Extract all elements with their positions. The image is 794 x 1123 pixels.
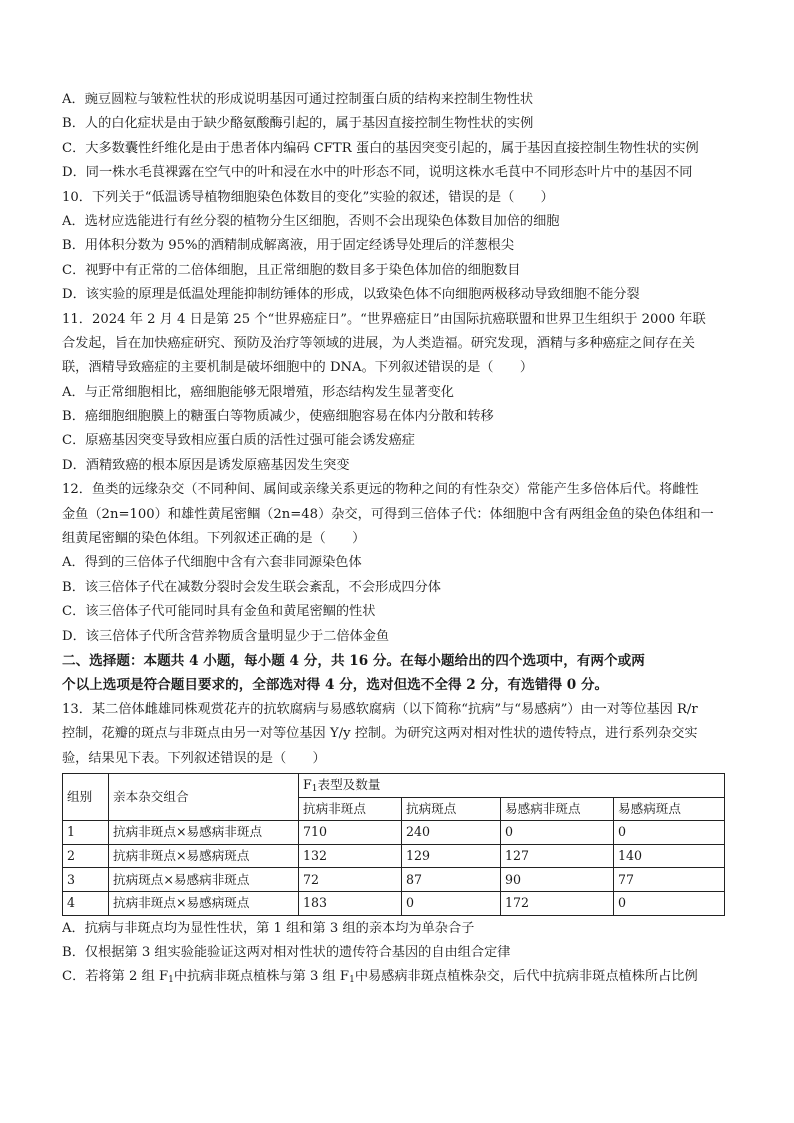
table-row (63, 821, 725, 845)
subheader-cell: 易感病斑点 (614, 797, 725, 821)
value-cell: 0 (614, 821, 725, 845)
table-row (63, 844, 725, 868)
q12-option-b: B．该三倍体子代在减数分裂时会发生联会紊乱，不会形成四分体 (62, 579, 441, 595)
group-cell: 4 (63, 891, 109, 915)
value-cell: 72 (299, 868, 402, 892)
q11-option-d: D．酒精致癌的根本原因是诱发原癌基因发生突变 (62, 457, 350, 473)
q11-stem-line-1: 11．2024 年 2 月 4 日是第 25 个“世界癌症日”。“世界癌症日”由国际抗癌联盟和世界卫生组织于 2000 年联 (62, 311, 706, 327)
q13-stem-line-3: 验，结果见下表。下列叙述错误的是（ ） (62, 750, 326, 766)
value-cell: 0 (402, 891, 501, 915)
page-content (62, 88, 732, 990)
q11-stem-line-3: 联，酒精导致癌症的主要机制是破坏细胞中的 DNA。下列叙述错误的是（ ） (62, 360, 534, 376)
value-cell: 183 (299, 891, 402, 915)
table-header-row (63, 773, 725, 797)
value-cell: 140 (614, 844, 725, 868)
value-cell: 0 (614, 891, 725, 915)
cross-cell: 抗病斑点×易感病非斑点 (109, 868, 299, 892)
q9-option-d: D．同一株水毛茛裸露在空气中的叶和浸在水中的叶形态不同，说明这株水毛茛中不同形态叶片中的基因不同 (62, 165, 693, 181)
value-cell: 710 (299, 821, 402, 845)
subheader-cell: 抗病斑点 (402, 797, 501, 821)
cross-cell: 抗病非斑点×易感病斑点 (109, 844, 299, 868)
group-cell: 3 (63, 868, 109, 892)
cross-cell: 抗病非斑点×易感病斑点 (109, 891, 299, 915)
q13-option-c: C．若将第 2 组 $F_1$中抗病非斑点植株与第 3 组 $F_1$中易感病非斑点植株杂交，后代中抗病非斑点植株所占比例 (62, 969, 698, 986)
q13-option-b: B．仅根据第 3 组实验能验证这两对相对性状的遗传符合基因的自由组合定律 (62, 944, 511, 960)
q10-option-c: C．视野中有正常的二倍体细胞，且正常细胞的数目多于染色体加倍的细胞数目 (62, 262, 521, 278)
section-2-heading-line-2: 个以上选项是符合题目要求的，全部选对得 4 分，选对但选不全得 2 分，有选错得 0 分。 (62, 677, 609, 694)
cross-cell: 抗病非斑点×易感病非斑点 (109, 821, 299, 845)
section-2-heading-line-1: 二、选择题：本题共 4 小题，每小题 4 分，共 16 分。在每小题给出的四个选项中，有两个或两 (62, 652, 645, 669)
q10-option-a: A．选材应选能进行有丝分裂的植物分生区细胞，否则不会出现染色体数目加倍的细胞 (62, 213, 560, 229)
q9-option-c: C．大多数囊性纤维化是由于患者体内编码 CFTR 蛋白的基因突变引起的，属于基因直接控制生物性状的实例 (62, 140, 699, 156)
subheader-cell: 易感病非斑点 (501, 797, 614, 821)
subheader-cell: 抗病非斑点 (299, 797, 402, 821)
q9-option-b: B．人的白化症状是由于缺少酪氨酸酶引起的，属于基因直接控制生物性状的实例 (62, 116, 534, 132)
q12-option-a: A．得到的三倍体子代细胞中含有六套非同源染色体 (62, 555, 362, 571)
value-cell: 240 (402, 821, 501, 845)
q10-option-b: B．用体积分数为 95%的酒精制成解离液，用于固定经诱导处理后的洋葱根尖 (62, 238, 515, 254)
q11-option-c: C．原癌基因突变导致相应蛋白质的活性过强可能会诱发癌症 (62, 433, 415, 449)
q11-option-a: A．与正常细胞相比，癌细胞能够无限增殖，形态结构发生显著变化 (62, 384, 454, 400)
value-cell: 172 (501, 891, 614, 915)
q12-option-d: D．该三倍体子代所含营养物质含量明显少于二倍体金鱼 (62, 628, 390, 644)
value-cell: 129 (402, 844, 501, 868)
header-group: 组别 (63, 773, 109, 820)
q12-stem-line-2: 金鱼（2n=100）和雄性黄尾密鲴（2n=48）杂交，可得到三倍体子代：体细胞中含有两组金鱼的染色体组和一 (62, 506, 714, 522)
q9-option-a: A．豌豆圆粒与皱粒性状的形成说明基因可通过控制蛋白质的结构来控制生物性状 (62, 92, 534, 107)
group-cell: 1 (63, 821, 109, 845)
q10-option-d: D．该实验的原理是低温处理能抑制纺锤体的形成，以致染色体不向细胞两极移动导致细胞不能分裂 (62, 287, 640, 303)
q13-results-table (62, 773, 725, 916)
q13-option-a: A．抗病与非斑点均为显性性状，第 1 组和第 3 组的亲本均为单杂合子 (62, 920, 475, 936)
value-cell: 127 (501, 844, 614, 868)
q12-stem-line-3: 组黄尾密鲴的染色体组。下列叙述正确的是（ ） (62, 531, 366, 547)
value-cell: 132 (299, 844, 402, 868)
header-cross: 亲本杂交组合 (109, 773, 299, 820)
q10-stem: 10．下列关于“低温诱导植物细胞染色体数目的变化”实验的叙述，错误的是（ ） (62, 189, 554, 205)
q11-option-b: B．癌细胞细胞膜上的糖蛋白等物质减少，使癌细胞容易在体内分散和转移 (62, 409, 494, 425)
q13-stem-line-1: 13．某二倍体雌雄同株观赏花卉的抗软腐病与易感软腐病（以下简称“抗病”与“易感病”）由一对等位基因 R/r (62, 701, 698, 717)
q11-stem-line-2: 合发起，旨在加快癌症研究、预防及治疗等领域的进展，为人类造福。研究发现，酒精与多种癌症之间存在关 (62, 335, 695, 351)
value-cell: 77 (614, 868, 725, 892)
q13-stem-line-2: 控制，花瓣的斑点与非斑点由另一对等位基因 Y/y 控制。为研究这两对相对性状的遗传特点，进行系列杂交实 (62, 726, 698, 742)
table-row (63, 891, 725, 915)
value-cell: 87 (402, 868, 501, 892)
table-row (63, 868, 725, 892)
header-f1: $F_1$表型及数量 (299, 773, 725, 797)
value-cell: 0 (501, 821, 614, 845)
group-cell: 2 (63, 844, 109, 868)
value-cell: 90 (501, 868, 614, 892)
q12-option-c: C．该三倍体子代可能同时具有金鱼和黄尾密鲴的性状 (62, 604, 376, 620)
q12-stem-line-1: 12．鱼类的远缘杂交（不同种间、属间或亲缘关系更远的物种之间的有性杂交）常能产生多倍体后代。将雌性 (62, 482, 699, 498)
